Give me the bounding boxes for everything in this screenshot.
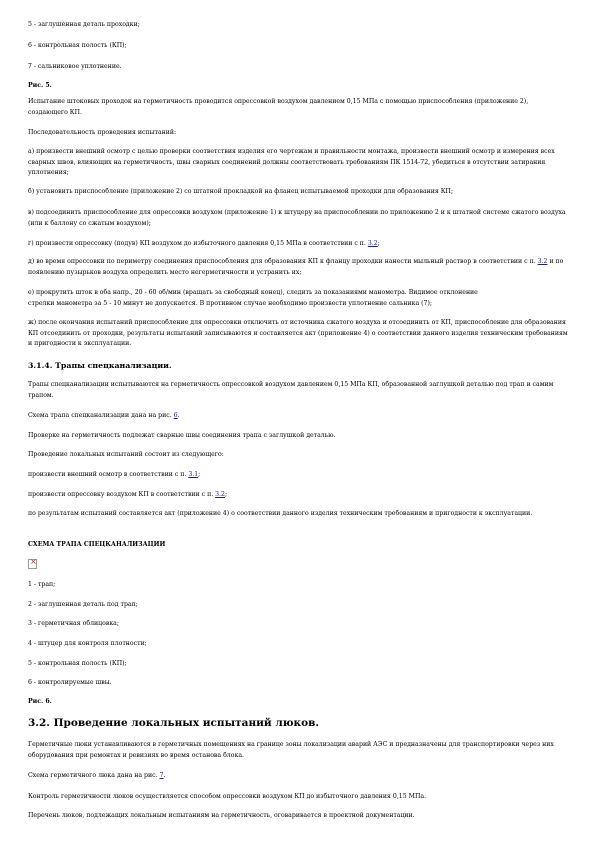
step-d: д) во время опрессовки по периметру соединения приспособления для образования КП к фланцу проходки нанести мыльный раствор в соответствии с п. 3.2 и по появлению пузырьков воздуха определить место негерметичности и устранить их; (28, 258, 564, 276)
paragraph: Герметичные люки устанавливаются в герметичных помещениях на границе зоны локализации аварий АЭС и предназначены для транспортировки через них оборудования при ремонтах и ревизиях во время останова блока. (28, 741, 554, 759)
step-e: е) прокрутить шток в оба напр., 20 - 60 об/мин (вращать за свободный конец), следить за показаниями манометра. Видимое отклонение стрелки манометра за 5 - 10 минут не допускается. В противном случае необходимо произвести уплотнение сальника (7); (28, 289, 478, 307)
paragraph: по результатам испытаний составляется акт (приложение 4) о соответствии данного изделия техническим требованиям и пригодности к эксплуатации. (28, 510, 533, 517)
step-v: в) подсоединить приспособление для опрессовки воздухом (приложение 1) к штуцеру на приспособлении по приложению 2 и к штатной системе сжатого воздуха (или к баллону со сжатым воздухом); (28, 209, 566, 227)
link-fig-7[interactable]: 7 (159, 772, 164, 779)
paragraph: Схема трапа спецканализации дана на рис. 6. (28, 412, 180, 419)
step-zh: ж) после окончания испытаний приспособление для опрессовки отключить от источника сжатого воздуха и отсоединить от КП, приспособление для образования КП отсоединить от проходки, результаты испытаний записываются и составляется акт (приложение 4) о соответствии данного изделия техническим требованиям и пригодности к эксплуатации. (28, 319, 568, 348)
paragraph: произвести опрессовку воздухом КП в соответствии с п. 3.2; (28, 491, 228, 498)
section-heading: 3.1.4. Трапы спецканализации. (28, 361, 172, 370)
list-item: 6 - контрольная полость (КП); (28, 42, 127, 49)
broken-image-icon (28, 559, 37, 569)
list-item: 5 - контрольная полость (КП); (28, 660, 127, 667)
link-fig-6[interactable]: 6 (173, 412, 178, 419)
scheme-title: СХЕМА ТРАПА СПЕЦКАНАЛИЗАЦИИ (28, 541, 166, 548)
step-g: г) произвести опрессовку (подув) КП воздухом до избыточного давления 0,15 МПа в соответствии с п. 3.2; (28, 240, 380, 247)
link-3-1[interactable]: 3.1 (188, 471, 199, 478)
paragraph: Испытание штоковых проходок на герметичность проводится опрессовкой воздухом давлением 0,15 МПа с помощью приспособления (приложение 2), создающего КП. (28, 98, 529, 116)
list-item: 4 - штуцер для контроля плотности; (28, 640, 147, 647)
paragraph: Последовательность проведения испытаний: (28, 129, 177, 136)
list-item: 3 - герметичная облицовка; (28, 620, 119, 627)
list-item: 5 - заглушенная деталь проходки; (28, 21, 140, 28)
figure-caption: Рис. 6. (28, 698, 52, 705)
paragraph: Контроль герметичности люков осуществляется способом опрессовки воздухом КП до избыточного давления 0,15 МПа. (28, 793, 427, 800)
list-item: 7 - сальниковое уплотнение. (28, 63, 122, 70)
paragraph: Трапы спецканализации испытываются на герметичность опрессовкой воздухом давлением 0,15 МПа КП, образованной заглушкой деталью под трап и самим трапом. (28, 381, 554, 399)
list-item: 6 - контролируемые швы. (28, 679, 112, 686)
paragraph: произвести внешний осмотр в соответствии с п. 3.1; (28, 471, 201, 478)
paragraph: Проведение локальных испытаний состоит из следующего: (28, 451, 224, 458)
step-a: а) произвести внешний осмотр с целью проверки соответствия изделия его чертежам и правильности монтажа, произвести внешний осмотр и измерения всех сварных швов, влияющих на герметичность, швы сварных соединений должны соответствовать требованиям ПК 1514-72, убедиться в отсутствии затирания уплотнения; (28, 148, 555, 177)
figure-caption: Рис. 5. (28, 82, 52, 89)
paragraph: Схема герметичного люка дана на рис. 7. (28, 772, 166, 779)
list-item: 1 - трап; (28, 581, 56, 588)
paragraph: Проверке на герметичность подлежат сварные швы соединения трапа с заглушкой деталью. (28, 432, 336, 439)
link-3-2[interactable]: 3.2 (215, 491, 225, 498)
link-3-2[interactable]: 3.2 (537, 258, 548, 265)
section-heading: 3.2. Проведение локальных испытаний люков. (28, 717, 320, 729)
step-b: б) установить приспособление (приложение 2) со штатной прокладкой на фланец испытываемой проходки для образования КП; (28, 188, 454, 195)
list-item: 2 - заглушенная деталь под трап; (28, 601, 138, 608)
paragraph: Перечень люков, подлежащих локальным испытаниям на герметичность, оговаривается в проектной документации. (28, 812, 415, 819)
link-3-2[interactable]: 3.2 (367, 240, 378, 247)
